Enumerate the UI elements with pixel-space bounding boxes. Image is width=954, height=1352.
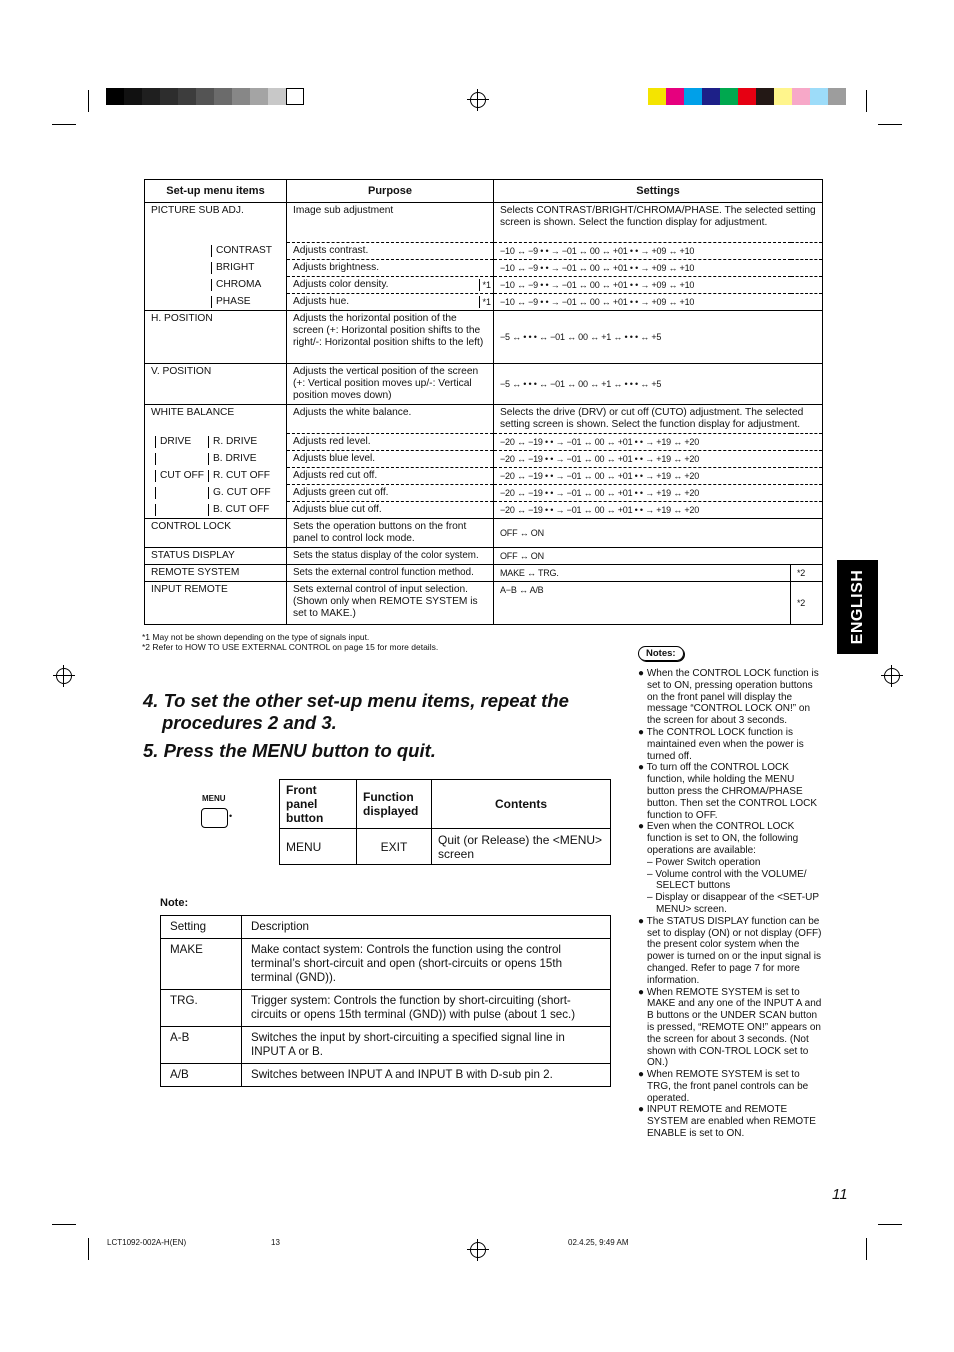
table-row: [280, 829, 611, 865]
table-row: [145, 485, 823, 502]
note-item: ● Even when the CONTROL LOCK function is set to ON, the following operations are available:: [638, 821, 799, 856]
note-item: ● The STATUS DISPLAY function can be set to display (ON) or not display (OFF) the present color system when the power is turned on or the input signal is changed. Refer to page 7 for more information.: [638, 915, 822, 986]
front-panel-table: [279, 779, 611, 865]
crop-mark: [52, 1224, 76, 1225]
table-row: [145, 502, 823, 519]
table-row: [145, 548, 823, 565]
menu-button-icon: [201, 808, 228, 828]
sub-item-label: G. CUT OFF: [208, 487, 271, 499]
table-row: [145, 243, 823, 260]
color-swatch: [810, 88, 828, 105]
footnote-mark: *1: [479, 279, 491, 291]
table-cell: Trigger system: Controls the function by short-circuiting (short-circuits or opens 15th terminal (GND)) with pulse (about 1 sec.): [242, 990, 611, 1027]
registration-mark-icon: [470, 1242, 486, 1258]
note-subitem: – Display or disappear of the <SET-UP MENU> screen.: [647, 892, 819, 915]
note-subitem: – Volume control with the VOLUME/ SELECT buttons: [647, 868, 807, 892]
sub-group-label: DRIVE: [155, 436, 208, 448]
footer-date: 02.4.25, 9:49 AM: [568, 1238, 629, 1247]
color-swatch: [268, 88, 286, 105]
sub-item-label: CHROMA: [211, 279, 261, 291]
purpose-text: Adjusts red level.: [287, 434, 494, 451]
value-sequence: OFF ↔ ON: [494, 548, 823, 565]
color-swatch: [792, 88, 810, 105]
sub-item-label: BRIGHT: [211, 262, 255, 274]
purpose-text: Sets the operation buttons on the front panel to control lock mode.: [287, 519, 494, 548]
color-swatch: [666, 88, 684, 105]
footnote-mark: *2: [791, 565, 823, 582]
note-label: Note:: [160, 897, 189, 909]
settings-text: Selects the drive (DRV) or cut off (CUTO) adjustment. The selected setting screen is shown. Select the function display for adjustment.: [494, 405, 823, 434]
column-header: Description: [242, 916, 611, 939]
value-sequence: −20 ↔ −19 • • → −01 ↔ 00 ↔ +01 • • → +19 ↔ +20: [494, 434, 823, 451]
footnote-mark: *2: [791, 582, 823, 625]
sub-item-label: CONTRAST: [211, 245, 272, 257]
note-item: ● To turn off the CONTROL LOCK function, while holding the MENU button press the CHROMA/PHASE button. Then set the CONTROL LOCK function to OFF.: [638, 762, 818, 821]
sub-item-label: B. CUT OFF: [208, 504, 269, 516]
sub-item-label: R. CUT OFF: [208, 470, 270, 482]
purpose-text: Image sub adjustment: [287, 203, 494, 243]
color-swatch: [756, 88, 774, 105]
table-row: [161, 1064, 611, 1087]
footnote-mark: *1: [479, 296, 491, 308]
table-cell: A/B: [161, 1064, 242, 1087]
color-swatch: [250, 88, 268, 105]
note-item: ● The CONTROL LOCK function is maintained even when the power is turned off.: [638, 726, 804, 762]
table-row: [161, 990, 611, 1027]
value-sequence: −20 ↔ −19 • • → −01 ↔ 00 ↔ +01 • • → +19 ↔ +20: [494, 502, 823, 519]
value-sequence: −20 ↔ −19 • • → −01 ↔ 00 ↔ +01 • • → +19 ↔ +20: [494, 468, 823, 485]
crop-mark: [866, 1238, 867, 1260]
value-sequence: MAKE ↔ TRG.: [494, 565, 791, 582]
color-swatch: [286, 88, 304, 105]
column-header: Purpose: [287, 180, 494, 203]
color-swatch: [684, 88, 702, 105]
color-swatch: [828, 88, 846, 105]
crop-mark: [866, 90, 867, 112]
column-header: Function displayed: [357, 780, 432, 829]
menu-button-dot: •: [229, 811, 233, 821]
table-row: [145, 294, 823, 311]
purpose-text: Adjusts blue level.: [287, 451, 494, 468]
column-header: Set-up menu items: [145, 180, 287, 203]
note-item: ● When REMOTE SYSTEM is set to TRG, the front panel controls can be operated.: [638, 1069, 809, 1104]
notes-list: [638, 668, 824, 1140]
color-swatch: [178, 88, 196, 105]
sub-item-label: R. DRIVE: [208, 436, 257, 448]
registration-mark-icon: [56, 668, 72, 684]
footnotes: [142, 632, 438, 652]
table-cell: Make contact system: Controls the function using the control terminal’s short-circuit and open (short-circuits or opens 15th terminal (GND)).: [242, 939, 611, 990]
settings-text: Selects CONTRAST/BRIGHT/CHROMA/PHASE. The selected setting screen is shown. Select the function display for adjustment.: [494, 203, 823, 243]
table-cell: MENU: [280, 829, 357, 865]
purpose-text: Adjusts brightness.: [287, 260, 494, 277]
purpose-text: Adjusts blue cut off.: [287, 502, 494, 519]
color-swatch: [720, 88, 738, 105]
color-swatch: [106, 88, 124, 105]
value-sequence: −5 ↔ • • • ↔ −01 ↔ 00 ↔ +1 ↔ • • • ↔ +5: [494, 311, 823, 364]
color-swatch: [232, 88, 250, 105]
value-sequence: −10 ↔ −9 • • → −01 ↔ 00 ↔ +01 • • → +09 ↔ +10: [494, 243, 823, 260]
color-swatch: [160, 88, 178, 105]
table-row: [161, 1027, 611, 1064]
table-row: [145, 364, 823, 405]
menu-item: PICTURE SUB ADJ.: [145, 203, 287, 243]
table-row: [145, 519, 823, 548]
purpose-text: Adjusts red cut off.: [287, 468, 494, 485]
value-sequence: OFF ↔ ON: [494, 519, 823, 548]
footer-code: LCT1092-002A-H(EN): [107, 1238, 187, 1247]
menu-item: STATUS DISPLAY: [145, 548, 287, 565]
color-swatch: [124, 88, 142, 105]
menu-button-label: MENU: [202, 794, 226, 803]
note-item: ● When the CONTROL LOCK function is set to ON, pressing operation buttons on the front panel will display the message “CONTROL LOCK ON!” on the screen for about 3 seconds.: [638, 668, 819, 727]
color-swatch: [774, 88, 792, 105]
table-header-row: [145, 180, 823, 203]
menu-item: INPUT REMOTE: [145, 582, 287, 625]
page-number: 11: [832, 1186, 848, 1203]
table-cell: EXIT: [357, 829, 432, 865]
value-sequence: −5 ↔ • • • ↔ −01 ↔ 00 ↔ +1 ↔ • • • ↔ +5: [494, 364, 823, 405]
purpose-text: Sets the status display of the color system.: [287, 548, 494, 565]
step-4-heading-continued: procedures 2 and 3.: [162, 712, 337, 733]
purpose-text: Adjusts the horizontal position of the screen (+: Horizontal position shifts to the right/-: Horizontal position shifts to the left): [287, 311, 494, 364]
crop-mark: [52, 124, 76, 125]
table-row: [145, 451, 823, 468]
purpose-text: Adjusts color density.: [293, 279, 389, 290]
sub-group-label: CUT OFF: [155, 470, 208, 482]
note-item: ● INPUT REMOTE and REMOTE SYSTEM are enabled when REMOTE ENABLE is set to ON.: [638, 1104, 816, 1140]
column-header: Settings: [494, 180, 823, 203]
notes-badge: Notes:: [638, 646, 684, 661]
table-cell: TRG.: [161, 990, 242, 1027]
crop-mark: [878, 124, 902, 125]
color-swatch: [702, 88, 720, 105]
color-swatch: [738, 88, 756, 105]
color-swatch: [214, 88, 232, 105]
step-5-heading: 5. Press the MENU button to quit.: [143, 740, 436, 761]
menu-item: V. POSITION: [145, 364, 287, 405]
table-header-row: [280, 780, 611, 829]
footnote: *1 May not be shown depending on the type of signals input.: [142, 632, 370, 642]
language-tab-label: ENGLISH: [848, 569, 866, 645]
sub-item-label: B. DRIVE: [208, 453, 257, 465]
setup-menu-table: [144, 179, 823, 625]
note-item: ● When REMOTE SYSTEM is set to MAKE and any one of the INPUT A and B buttons or the UNDER SCAN button is pressed, “REMOTE ON!” appears on the screen for about 3 seconds. (Not shown with CON-TROL LOCK set to ON.): [638, 986, 822, 1069]
crop-mark: [88, 1238, 89, 1260]
table-row: [161, 939, 611, 990]
value-sequence: −10 ↔ −9 • • → −01 ↔ 00 ↔ +01 • • → +09 ↔ +10: [494, 294, 823, 311]
footer-sheet: 13: [271, 1238, 280, 1247]
color-swatch: [648, 88, 666, 105]
table-row: [145, 405, 823, 434]
color-swatch: [196, 88, 214, 105]
purpose-text: Adjusts contrast.: [287, 243, 494, 260]
menu-item: REMOTE SYSTEM: [145, 565, 287, 582]
table-row: [145, 434, 823, 451]
table-cell: Switches the input by short-circuiting a specified signal line in INPUT A or B.: [242, 1027, 611, 1064]
table-row: [145, 565, 823, 582]
note-subitem: – Power Switch operation: [647, 856, 761, 868]
registration-mark-icon: [470, 92, 486, 108]
step-4-heading: 4. To set the other set-up menu items, repeat the: [143, 690, 569, 711]
note-table: [160, 915, 611, 1087]
purpose-text: Adjusts the white balance.: [287, 405, 494, 434]
registration-mark-icon: [884, 668, 900, 684]
purpose-text: Adjusts the vertical position of the screen (+: Vertical position moves up/-: Vertical position moves down): [287, 364, 494, 405]
table-header-row: [161, 916, 611, 939]
language-side-tab: [837, 560, 878, 654]
value-sequence: −20 ↔ −19 • • → −01 ↔ 00 ↔ +01 • • → +19 ↔ +20: [494, 485, 823, 502]
color-swatch: [142, 88, 160, 105]
sub-item-label: PHASE: [211, 296, 251, 308]
table-row: [145, 260, 823, 277]
crop-mark: [878, 1224, 902, 1225]
value-sequence: −10 ↔ −9 • • → −01 ↔ 00 ↔ +01 • • → +09 ↔ +10: [494, 260, 823, 277]
column-header: Setting: [161, 916, 242, 939]
table-row: [145, 582, 823, 625]
table-row: [145, 277, 823, 294]
column-header: Contents: [432, 780, 611, 829]
purpose-text: Sets the external control function method.: [287, 565, 494, 582]
value-sequence: −10 ↔ −9 • • → −01 ↔ 00 ↔ +01 • • → +09 ↔ +10: [494, 277, 823, 294]
purpose-text: Sets external control of input selection. (Shown only when REMOTE SYSTEM is set to MAKE.): [287, 582, 494, 625]
value-sequence: A−B ↔ A/B: [494, 582, 791, 625]
column-header: Front panel button: [280, 780, 357, 829]
menu-item: WHITE BALANCE: [145, 405, 287, 434]
footnote: *2 Refer to HOW TO USE EXTERNAL CONTROL on page 15 for more details.: [142, 642, 439, 652]
table-row: [145, 203, 823, 243]
purpose-text: Adjusts green cut off.: [287, 485, 494, 502]
table-row: [145, 311, 823, 364]
table-row: [145, 468, 823, 485]
table-cell: A-B: [161, 1027, 242, 1064]
table-cell: Switches between INPUT A and INPUT B with D-sub pin 2.: [242, 1064, 611, 1087]
menu-item: CONTROL LOCK: [145, 519, 287, 548]
crop-mark: [88, 90, 89, 112]
table-cell: MAKE: [161, 939, 242, 990]
purpose-text: Adjusts hue.: [293, 296, 350, 307]
table-cell: Quit (or Release) the <MENU> screen: [432, 829, 611, 865]
menu-item: H. POSITION: [145, 311, 287, 364]
value-sequence: −20 ↔ −19 • • → −01 ↔ 00 ↔ +01 • • → +19 ↔ +20: [494, 451, 823, 468]
